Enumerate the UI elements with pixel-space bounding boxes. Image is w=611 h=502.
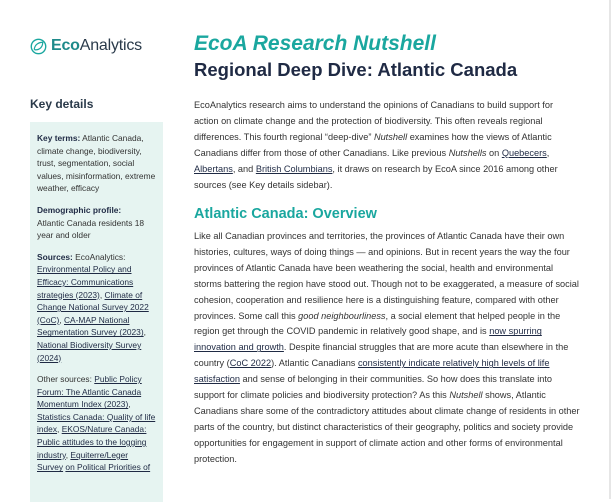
key-details-sidebar bbox=[30, 122, 163, 502]
overview-emphasis: good neighbourliness bbox=[298, 310, 386, 321]
demographic-label: Demographic profile: bbox=[37, 204, 122, 215]
sources-label: Sources: bbox=[37, 251, 73, 262]
intro-paragraph bbox=[194, 98, 580, 193]
key-terms-block bbox=[37, 132, 156, 195]
other-sources-label: Other sources: bbox=[37, 374, 95, 385]
other-source-link[interactable]: on Political Priorities of bbox=[65, 462, 151, 473]
intro-emphasis: Nutshell bbox=[373, 131, 408, 142]
coc-2022-link[interactable]: CoC 2022 bbox=[229, 358, 272, 369]
intro-emphasis: Nutshells bbox=[448, 147, 487, 158]
source-link[interactable]: Environmental Policy and Efficacy: Communications strategies (2023) bbox=[37, 264, 134, 300]
source-link[interactable]: CA-MAP National Segmentation Survey (2023) bbox=[37, 314, 144, 338]
other-source-link[interactable]: Public Policy Forum: The Atlantic Canada Momentum Index (2023) bbox=[37, 374, 142, 410]
page-subtitle: Regional Deep Dive: Atlantic Canada bbox=[194, 59, 518, 80]
source-link[interactable]: Climate of Change National Survey 2022 (CoC) bbox=[37, 289, 149, 325]
demographic-text: Atlantic Canada residents 18 year and older bbox=[37, 217, 145, 241]
intro-text: EcoAnalytics research aims to understand the opinions of Canadians to build support for action on climate change and the protection of biodiversity. This often reveals regional differences. This fourth regional “deep-dive” bbox=[194, 100, 554, 142]
other-source-link[interactable]: Equiterre/Leger Survey bbox=[37, 449, 129, 473]
section-heading: Atlantic Canada: Overview bbox=[194, 206, 377, 222]
overview-text: and sense of belonging in their communities. So how does this translate into support for climate policies and biodiversity protection? As this bbox=[194, 374, 553, 401]
overview-emphasis: Nutshell bbox=[449, 390, 483, 401]
logo-text-eco: Eco bbox=[51, 37, 80, 54]
intro-text: , and bbox=[232, 163, 256, 174]
overview-text: Like all Canadian provinces and territories, the provinces of Atlantic Canada have their own histories, cultures, ways of doing things — and opinions. But in recent years the way the four provinces of Atlantic Canada have been weathering the social, health and environmental storms battering the region have stood out. Though not to be exaggerated, a measure of social cohesion, cooperation and resilience here is a distinguishing feature, compared with other provinces. Some call this bbox=[194, 231, 579, 321]
intro-text: on bbox=[486, 147, 502, 158]
intro-text: , bbox=[546, 147, 550, 158]
overview-text: ). Atlantic Canadians bbox=[271, 358, 358, 369]
source-link[interactable]: National Biodiversity Survey (2024) bbox=[37, 339, 142, 363]
overview-text: , a social element that helped people in the region get through the COVID pandemic in relatively good shape, and is bbox=[194, 310, 561, 337]
british-columbians-link[interactable]: British Columbians bbox=[255, 163, 333, 174]
overview-paragraph bbox=[194, 229, 580, 468]
overview-text: shows, Atlantic Canadians share some of the contradictory attitudes about climate change of residents in other parts of the country, but distinct characteristics of their geography, politics and society provide opportunities for engagement in support of climate action and other forms of environmental protection. bbox=[194, 390, 580, 464]
logo-text-analytics: Analytics bbox=[79, 37, 142, 54]
other-source-link[interactable]: EKOS/Nature Canada: Public attitudes to the logging industry bbox=[37, 424, 147, 460]
other-source-link[interactable]: Statistics Canada: Quality of life index bbox=[37, 411, 156, 435]
sources-text: EcoAnalytics: bbox=[72, 251, 126, 262]
albertans-link[interactable]: Albertans bbox=[194, 163, 233, 174]
innovation-link[interactable]: now spurring innovation and growth bbox=[194, 326, 542, 353]
page-title: EcoA Research Nutshell bbox=[194, 32, 436, 55]
eco-leaf-icon bbox=[30, 38, 47, 55]
demographic-block bbox=[37, 204, 156, 242]
key-terms-text: Atlantic Canada, climate change, biodiversity, trust, segmentation, social values, misinformation, extreme weather, efficacy bbox=[37, 133, 156, 194]
other-sources-block: Other sources: Public Policy Forum: The Atlantic Canada Momentum Index (2023), Statistics Canada: Quality of life index, EKOS/Nature Canada: Public attitudes to the logging industry, Equiterre/Leger Survey on Political Priorities of bbox=[37, 374, 156, 473]
intro-text: examines how the views of Atlantic Canadians differ from those of other Canadians. Like previous bbox=[194, 131, 552, 158]
quebecers-link[interactable]: Quebecers bbox=[501, 147, 547, 158]
logo bbox=[30, 36, 142, 56]
key-details-heading: Key details bbox=[30, 97, 94, 111]
intro-text: , it draws on research by EcoA since 2016 among other sources (see Key details sidebar). bbox=[194, 163, 558, 190]
overview-text: . Despite financial struggles that are more acute than elsewhere in the country ( bbox=[194, 342, 569, 369]
sources-block: Sources: EcoAnalytics: Environmental Policy and Efficacy: Communications strategies (2023), Climate of Change National Survey 2022 (CoC), CA-MAP National Segmentation Survey (2023), National Biodiversity Survey (2024) bbox=[37, 251, 149, 363]
key-terms-label: Key terms: bbox=[37, 133, 81, 143]
life-satisfaction-link[interactable]: consistently indicate relatively high levels of life satisfaction bbox=[194, 358, 550, 385]
